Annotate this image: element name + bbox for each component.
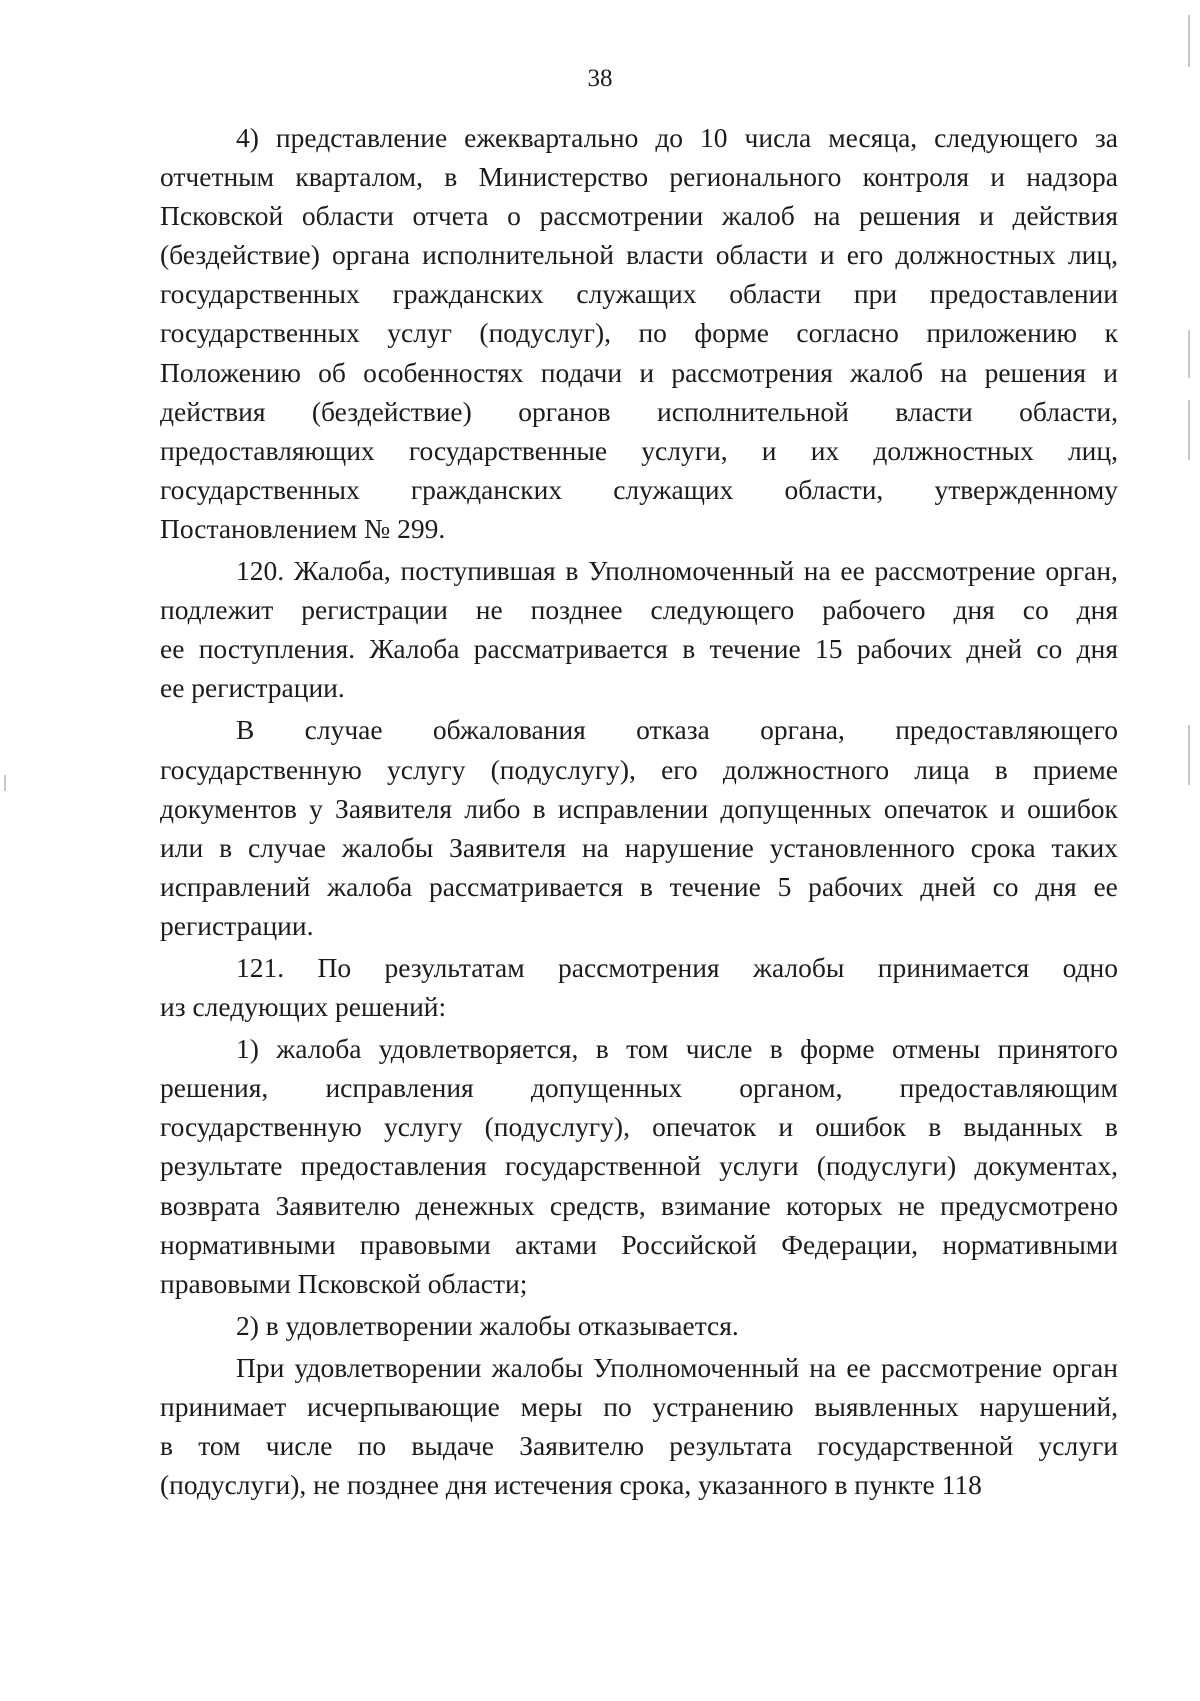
paragraph <box>160 118 1118 548</box>
word: решения <box>984 356 1086 388</box>
word: 15 <box>815 633 843 665</box>
word: или <box>160 831 204 863</box>
word: области, <box>784 473 884 505</box>
word: предоставляющего <box>895 714 1118 746</box>
word: жалобы <box>491 1351 584 1383</box>
text-line: из следующих решений: <box>160 991 447 1023</box>
word: поступления. <box>198 633 356 665</box>
word: контроля <box>862 161 969 193</box>
word: приложению <box>926 317 1078 349</box>
word: обжалования <box>432 714 586 746</box>
text-line <box>160 867 1118 906</box>
text-line <box>160 157 1118 196</box>
word: области, <box>1019 395 1118 427</box>
word: государственной <box>817 1430 1014 1462</box>
word: случае <box>304 714 383 746</box>
text-line <box>160 590 1118 629</box>
word: услуги <box>719 1150 799 1182</box>
word: действия <box>1012 200 1118 232</box>
text-line <box>160 828 1118 867</box>
paragraph <box>160 1348 1118 1504</box>
word: денежных <box>415 1189 535 1221</box>
text-line <box>160 235 1118 274</box>
word: жалобы <box>341 831 434 863</box>
text-line: Постановлением № 299. <box>160 512 446 544</box>
scan-edge-mark <box>1188 725 1190 785</box>
word: 5 <box>777 870 792 902</box>
word: в <box>682 633 696 665</box>
word: числе <box>685 1033 753 1065</box>
word: предоставляющих <box>160 434 375 466</box>
word: жалоб <box>721 200 795 232</box>
word: в <box>994 753 1008 785</box>
word: допущенных <box>720 792 872 824</box>
word: действия <box>160 395 266 427</box>
word: либо <box>464 792 521 824</box>
word: устранению <box>652 1391 794 1422</box>
word: по <box>638 317 667 349</box>
word: должностного <box>722 753 890 785</box>
word: возврата <box>160 1189 261 1221</box>
text-line <box>160 470 1118 509</box>
word: результатам <box>384 951 525 983</box>
word: услуги <box>1038 1430 1118 1462</box>
word: форме <box>800 1033 875 1065</box>
word: согласно <box>796 317 899 349</box>
text-line <box>160 948 1118 987</box>
word: (подуслуги) <box>816 1150 957 1182</box>
word: меры <box>520 1391 583 1422</box>
text-line <box>160 1146 1118 1185</box>
word: государственной <box>504 1150 701 1182</box>
word: и <box>979 200 994 232</box>
word: Жалоба <box>369 633 460 665</box>
word: числе <box>265 1430 333 1462</box>
word: 4) <box>236 122 259 153</box>
word: удовлетворяется, <box>378 1033 579 1065</box>
word: рассмотрение <box>874 555 1036 587</box>
word: гражданских <box>410 473 563 505</box>
word: Жалоба, <box>293 555 391 587</box>
word: органа, <box>760 714 845 746</box>
word: со <box>1036 633 1063 665</box>
word: выдаче <box>411 1430 494 1462</box>
scan-edge-mark <box>1188 330 1190 378</box>
word: и <box>639 356 655 388</box>
word: государственных <box>160 317 360 349</box>
word: их <box>810 434 840 466</box>
word: рассмотрения <box>671 356 833 388</box>
word: в <box>160 1430 173 1462</box>
word: исправлении <box>557 792 709 824</box>
word: ее <box>1093 870 1118 902</box>
word: 10 <box>700 122 728 153</box>
word: регионального <box>669 161 842 193</box>
word: дня <box>953 594 995 626</box>
word: области <box>729 278 822 310</box>
word: органом, <box>739 1072 843 1104</box>
word: на <box>809 1351 837 1383</box>
word: опечаток <box>883 792 988 824</box>
word: должностных <box>873 434 1034 466</box>
word: ежеквартально <box>464 122 639 153</box>
word: выданных <box>963 1111 1083 1143</box>
word: рабочих <box>856 633 953 665</box>
word: государственную <box>160 1111 362 1143</box>
text-line <box>160 551 1118 590</box>
word: документов <box>160 792 297 824</box>
word: взимание <box>661 1189 771 1221</box>
text-line: 2) в удовлетворении жалобы отказывается. <box>236 1309 739 1341</box>
text-line: регистрации. <box>160 909 314 941</box>
word: в <box>928 1111 942 1143</box>
word: исправления <box>325 1072 474 1104</box>
word: не <box>475 594 503 626</box>
word: утвержденному <box>934 473 1118 505</box>
word: (бездействие) <box>311 395 472 427</box>
word: в <box>639 870 653 902</box>
word: на <box>940 356 968 388</box>
word: должностных <box>895 239 1056 271</box>
word: решения <box>859 200 961 232</box>
word: принимает <box>160 1391 287 1422</box>
word: месяца, <box>828 122 918 153</box>
word: нормативными <box>942 1228 1118 1260</box>
word: исчерпывающие <box>307 1391 500 1422</box>
word: в <box>595 1033 609 1065</box>
word: по <box>603 1391 632 1422</box>
word: лиц, <box>1067 239 1118 271</box>
word: средств, <box>549 1189 646 1221</box>
word: орган, <box>1045 555 1118 587</box>
word: Положению <box>160 356 301 388</box>
word: в <box>219 831 233 863</box>
word: услугу <box>386 753 466 785</box>
word: исправлений <box>160 870 311 902</box>
word: одно <box>1062 951 1118 983</box>
word: течение <box>709 633 801 665</box>
word: следующего <box>650 594 795 626</box>
text-line <box>160 118 1118 157</box>
word: до <box>655 122 684 153</box>
word: ошибок <box>1027 792 1118 824</box>
word: нарушение <box>624 831 754 863</box>
word: на <box>581 831 609 863</box>
text-line <box>160 710 1118 749</box>
word: рассмотрении <box>539 200 704 232</box>
word: дней <box>920 870 976 902</box>
word: случае <box>247 831 326 863</box>
word: служащих <box>613 473 734 505</box>
word: в <box>1104 1111 1118 1143</box>
word: на <box>803 555 831 587</box>
word: рассмотрения <box>558 951 720 983</box>
word: Уполномоченный <box>593 1351 800 1383</box>
word: со <box>992 870 1019 902</box>
text-line <box>160 353 1118 392</box>
word: за <box>1094 122 1118 153</box>
word: результата <box>669 1430 793 1462</box>
text-line: (подуслуги), не позднее дня истечения срока, указанного в пункте 118 <box>160 1469 982 1501</box>
word: решения, <box>160 1072 269 1104</box>
word: и <box>778 1111 794 1143</box>
scan-edge-mark <box>4 775 6 791</box>
word: государственные <box>408 434 608 466</box>
word: со <box>1022 594 1049 626</box>
word: особенностях <box>363 356 524 388</box>
word: правовыми <box>359 1228 491 1260</box>
word: рабочих <box>808 870 904 902</box>
word: исполнительной <box>657 395 849 427</box>
text-line <box>160 1068 1118 1107</box>
word: течение <box>669 870 761 902</box>
word: дня <box>1076 594 1118 626</box>
word: числа <box>744 122 812 153</box>
word: органа <box>332 239 410 271</box>
word: 1) <box>236 1033 259 1065</box>
word: на <box>813 200 841 232</box>
word: и <box>761 434 777 466</box>
page-number: 38 <box>587 65 613 92</box>
word: служащих <box>576 278 697 310</box>
word: и <box>1103 356 1118 388</box>
word: принимается <box>877 951 1030 983</box>
word: государственных <box>160 473 360 505</box>
paragraph <box>160 1306 1118 1345</box>
word: его <box>661 753 698 785</box>
word: власти <box>626 239 704 271</box>
scan-edge-mark <box>1188 400 1190 460</box>
word: документах, <box>974 1150 1118 1182</box>
word: ее <box>160 633 185 665</box>
word: услуг <box>387 317 452 349</box>
word: подачи <box>540 356 623 388</box>
word: том <box>198 1430 241 1462</box>
scan-edge-mark <box>1188 15 1190 67</box>
word: к <box>1104 317 1118 349</box>
word: в <box>769 1033 783 1065</box>
word: выявленных <box>814 1391 959 1422</box>
word: в <box>565 555 579 587</box>
word: Федерации, <box>781 1228 919 1260</box>
word: ошибок <box>815 1111 907 1143</box>
word: (бездействие) <box>160 239 320 271</box>
word: рассматривается <box>473 633 668 665</box>
word: и <box>819 239 835 271</box>
word: предоставлении <box>929 278 1118 310</box>
word: Заявителя <box>449 831 567 863</box>
word: отказа <box>636 714 710 746</box>
word: том <box>626 1033 669 1065</box>
word: услуги, <box>641 434 728 466</box>
word: жалоба <box>276 1033 362 1065</box>
text-line <box>160 1387 1118 1426</box>
text-line: правовыми Псковской области; <box>160 1267 528 1299</box>
word: Уполномоченный <box>588 555 795 587</box>
word: срока <box>970 831 1036 863</box>
word: следующего <box>934 122 1078 153</box>
word: в <box>532 792 546 824</box>
text-line <box>160 1426 1118 1465</box>
word: (подуслуг), <box>479 317 611 349</box>
text-line <box>160 1107 1118 1146</box>
paragraph <box>160 710 1118 945</box>
word: подлежит <box>160 594 274 626</box>
word: нормативными <box>160 1228 336 1260</box>
text-line <box>160 313 1118 352</box>
word: жалоба <box>327 870 413 902</box>
word: лица <box>914 753 970 785</box>
word: органов <box>518 395 611 427</box>
text-line <box>160 274 1118 313</box>
word: приеме <box>1032 753 1118 785</box>
word: 120. <box>236 555 285 587</box>
word: При <box>236 1351 285 1383</box>
word: дня <box>1035 870 1077 902</box>
word: По <box>317 951 352 983</box>
word: В <box>236 714 255 746</box>
text-line <box>160 789 1118 828</box>
word: Заявителя <box>335 792 452 824</box>
word: ее <box>840 555 865 587</box>
word: жалобы <box>752 951 845 983</box>
text-line <box>160 629 1118 668</box>
text-line <box>160 196 1118 235</box>
word: рабочего <box>822 594 926 626</box>
word: власти <box>895 395 973 427</box>
word: рассматривается <box>428 870 624 902</box>
word: Российской <box>621 1228 757 1260</box>
text-line <box>160 1186 1118 1225</box>
word: области <box>715 239 808 271</box>
word: кварталом, <box>295 161 423 193</box>
word: поступившая <box>400 555 556 587</box>
word: о <box>507 200 521 232</box>
word: представление <box>275 122 448 153</box>
word: отчета <box>412 200 489 232</box>
word: регистрации <box>301 594 448 626</box>
word: предусмотрено <box>940 1189 1118 1221</box>
word: орган <box>1052 1351 1118 1383</box>
word: отмены <box>892 1033 981 1065</box>
word: опечаток <box>652 1111 757 1143</box>
text-line <box>160 1225 1118 1264</box>
word: государственную <box>160 753 362 785</box>
word: (подуслугу), <box>490 753 636 785</box>
word: надзора <box>1026 161 1118 193</box>
word: и <box>990 161 1005 193</box>
word: форме <box>694 317 769 349</box>
word: у <box>309 792 323 824</box>
word: дней <box>966 633 1023 665</box>
word: в <box>444 161 458 193</box>
word: рассмотрение <box>880 1351 1043 1383</box>
paragraph <box>160 1029 1118 1303</box>
word: позднее <box>530 594 623 626</box>
text-line <box>160 750 1118 789</box>
word: допущенных <box>530 1072 683 1104</box>
text-line <box>160 1029 1118 1068</box>
word: (подуслугу), <box>484 1111 630 1143</box>
text-line: ее регистрации. <box>160 672 345 704</box>
word: которых <box>785 1189 883 1221</box>
word: ее <box>846 1351 871 1383</box>
word: гражданских <box>392 278 544 310</box>
word: предоставляющим <box>899 1072 1118 1104</box>
word: его <box>846 239 884 271</box>
word: услугу <box>384 1111 463 1143</box>
word: и <box>1000 792 1015 824</box>
word: Псковской <box>160 200 284 232</box>
word: не <box>897 1189 925 1221</box>
word: 121. <box>236 951 285 983</box>
word: предоставления <box>300 1150 487 1182</box>
word: таких <box>1051 831 1118 863</box>
word: жалоб <box>850 356 924 388</box>
word: установленного <box>769 831 955 863</box>
word: нарушений, <box>979 1391 1118 1422</box>
word: при <box>853 278 898 310</box>
word: Министерство <box>478 161 649 193</box>
word: удовлетворении <box>294 1351 482 1383</box>
document-body <box>160 118 1118 1504</box>
text-line <box>160 431 1118 470</box>
word: Заявителю <box>519 1430 645 1462</box>
word: об <box>318 356 346 388</box>
paragraph <box>160 551 1118 707</box>
word: области <box>301 200 394 232</box>
text-line <box>160 392 1118 431</box>
word: лиц, <box>1067 434 1118 466</box>
word: результате <box>160 1150 283 1182</box>
word: дня <box>1076 633 1118 665</box>
word: принятого <box>997 1033 1118 1065</box>
text-line <box>160 1348 1118 1387</box>
word: по <box>357 1430 387 1462</box>
paragraph <box>160 948 1118 1026</box>
word: исполнительной <box>422 239 614 271</box>
word: актами <box>515 1228 597 1260</box>
word: Заявителю <box>275 1189 401 1221</box>
word: отчетным <box>160 161 275 193</box>
word: государственных <box>160 278 360 310</box>
